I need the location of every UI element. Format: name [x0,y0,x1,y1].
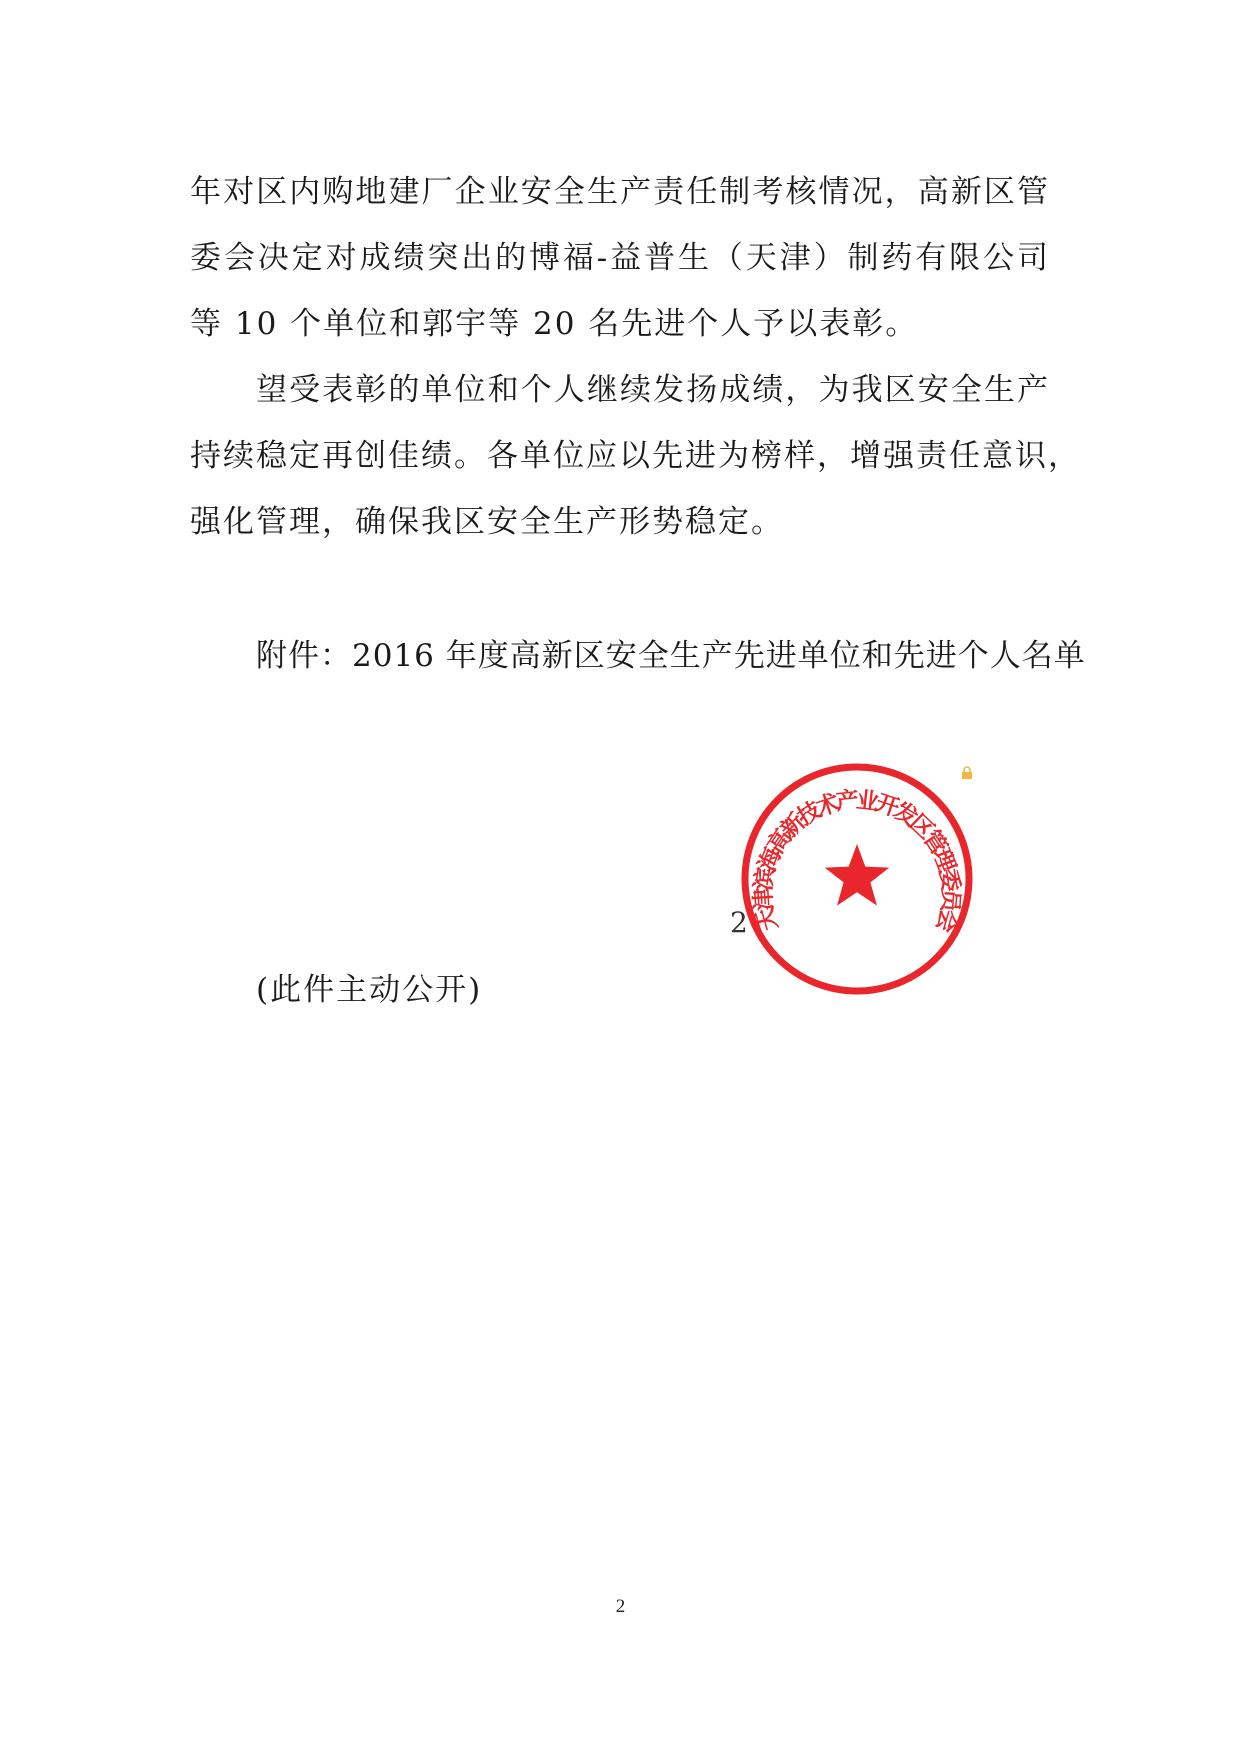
date-fragment: 2 [730,906,748,939]
public-disclosure-note: (此件主动公开) [256,972,483,1008]
paragraph-1-line-3: 等 10 个单位和郭宇等 20 名先进个人予以表彰。 [190,306,919,342]
official-seal [738,760,976,998]
page-number: 2 [615,1596,626,1617]
paragraph-1-line-2: 委会决定对成绩突出的博福-益普生（天津）制药有限公司 [190,240,1050,276]
paragraph-2-line-1: 望受表彰的单位和个人继续发扬成绩，为我区安全生产 [256,372,1050,408]
seal-text: 天津滨海高新技术产业开发区管理委员会 [749,786,965,935]
attachment-line: 附件：2016 年度高新区安全生产先进单位和先进个人名单 [256,638,1086,674]
paragraph-1-line-1: 年对区内购地建厂企业安全生产责任制考核情况，高新区管 [190,174,1050,210]
paragraph-2-line-3: 强化管理，确保我区安全生产形势稳定。 [190,504,784,540]
seal-star-icon [825,844,890,906]
lock-icon [960,766,974,780]
paragraph-2-line-2: 持续稳定再创佳绩。各单位应以先进为榜样，增强责任意识， [190,438,1081,474]
